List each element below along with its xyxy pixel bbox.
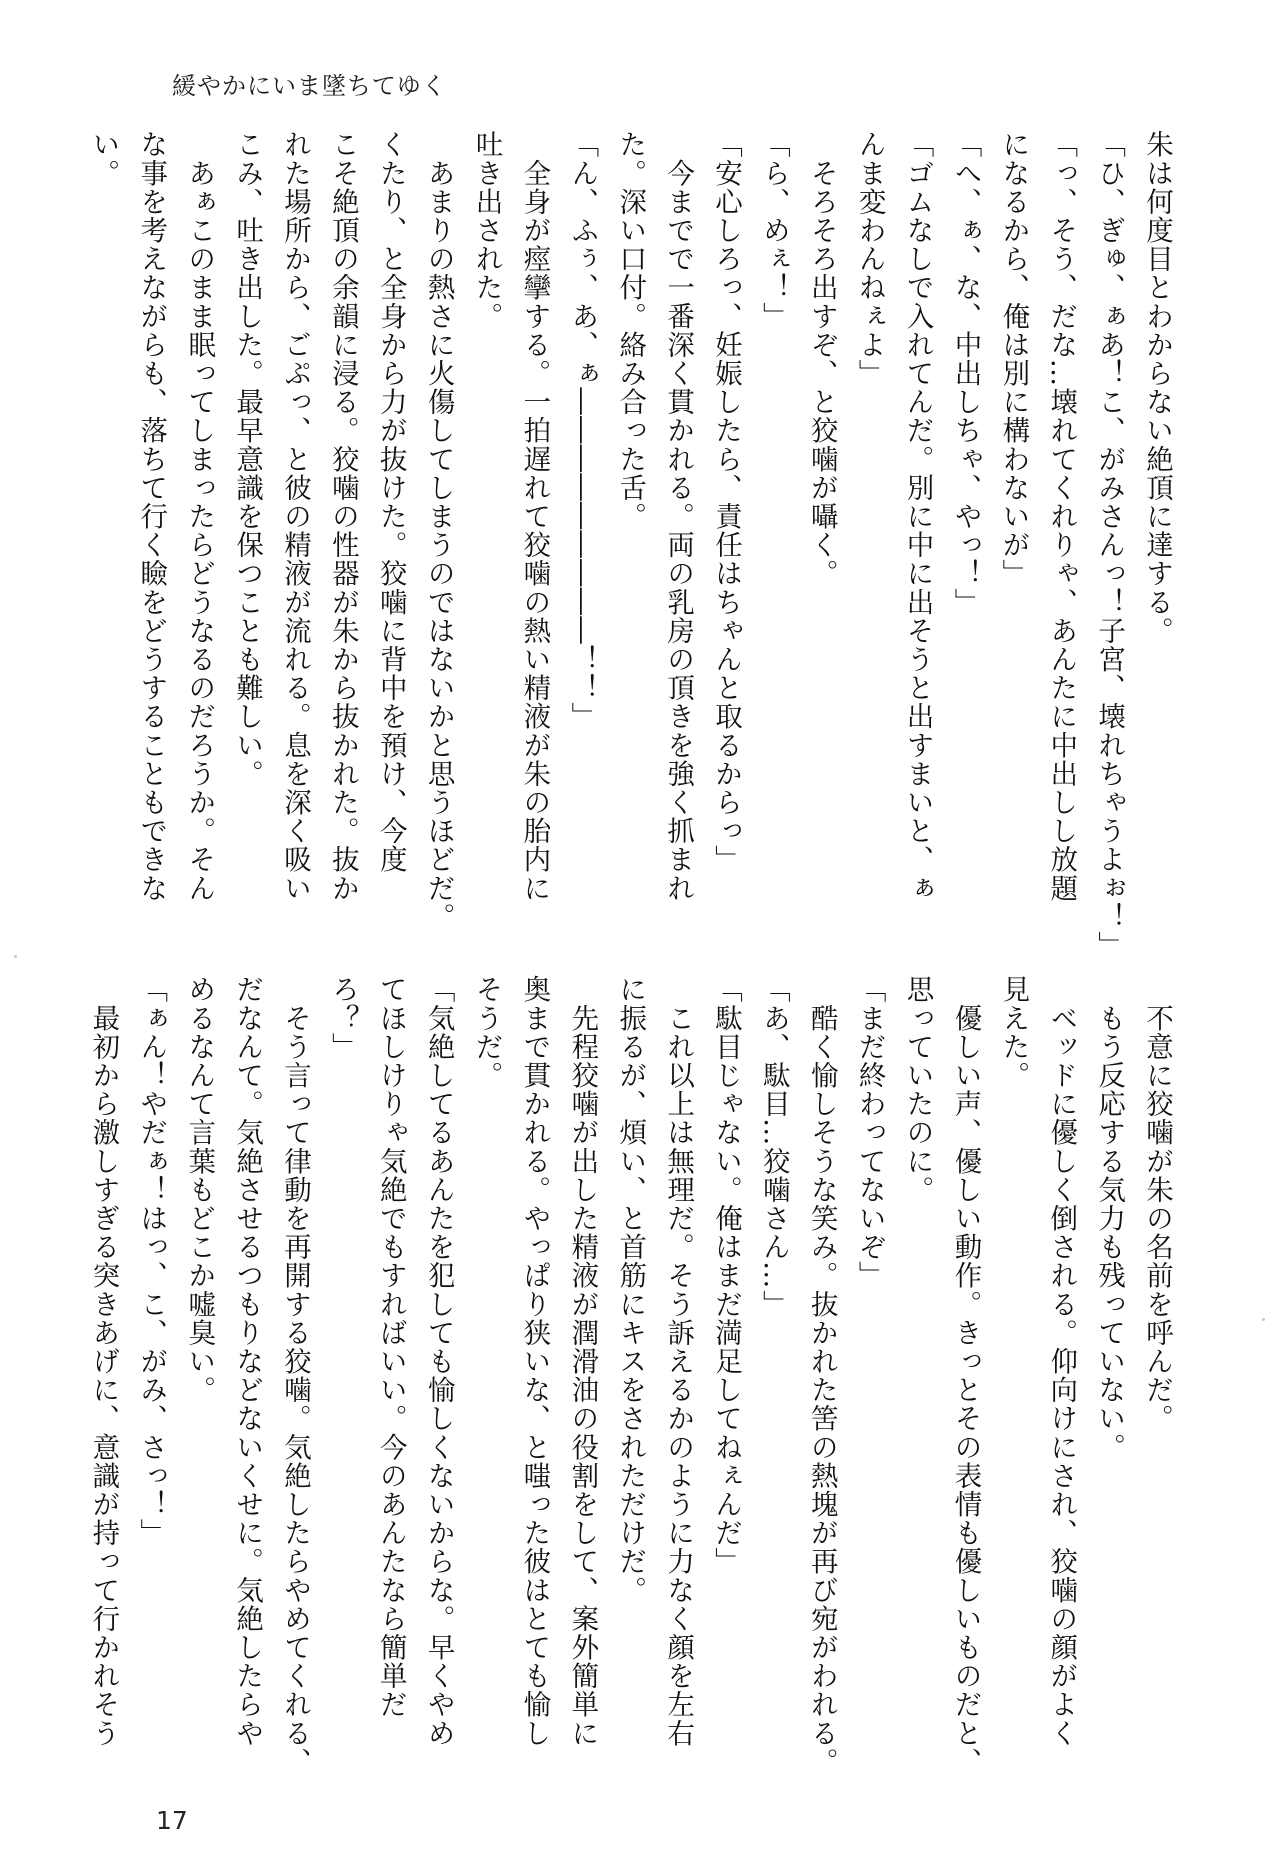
text-line: 優しい声、優しい動作。きっとその表情も優しいものだと、 <box>949 975 982 1776</box>
running-head: 緩やかにいま墜ちてゆく <box>172 72 447 100</box>
text-line: な事を考えながらも、落ちて行く瞼をどうすることもできな <box>135 130 168 903</box>
text-line: だなんて。気絶させるつもりなどないくせに。気絶したらや <box>231 975 264 1748</box>
text-line: 「ひ、ぎゅ、ぁあ！こ、がみさんっ！子宮、壊れちゃうよぉ！」 <box>1093 130 1126 960</box>
text-line: 「ゴムなしで入れてんだ。別に中に出そうと出すまいと、ぁ <box>901 130 934 903</box>
upper-text-block <box>87 130 1175 960</box>
text-line: 「っ、そう、だな…壊れてくれりゃ、あんたに中出しし放題 <box>1045 130 1078 903</box>
text-line: 「あ、駄目…狡噛さん…」 <box>757 975 790 1319</box>
text-line: めるなんて言葉もどこか嘘臭い。 <box>183 975 216 1404</box>
text-line: 「ん、ふぅ、あ、ぁ―――――――――！！」 <box>566 130 599 731</box>
text-line: ろ？」 <box>326 975 359 1061</box>
text-line: こそ絶頂の余韻に浸る。狡噛の性器が朱から抜かれた。抜か <box>326 130 359 903</box>
text-line: 全身が痙攣する。一拍遅れて狡噛の熱い精液が朱の胎内に <box>518 130 551 903</box>
page-number: 17 <box>156 1806 188 1835</box>
text-line: 「へ、ぁ、な、中出しちゃ、やっ！」 <box>949 130 982 617</box>
text-line: 「駄目じゃない。俺はまだ満足してねぇんだ」 <box>709 975 742 1576</box>
text-line: てほしけりゃ気絶でもすればいい。今のあんたなら簡単だ <box>374 975 407 1719</box>
lower-text-block <box>87 975 1175 1776</box>
text-line: 「安心しろっ、妊娠したら、責任はちゃんと取るからっ」 <box>709 130 742 874</box>
text-line: れた場所から、ごぷっ、と彼の精液が流れる。息を深く吸い <box>278 130 311 903</box>
text-line: これ以上は無理だ。そう訴えるかのように力なく顔を左右 <box>662 975 695 1748</box>
text-line: 「ら、めぇ！」 <box>757 130 790 331</box>
text-line: 「ぁん！やだぁ！はっ、こ、がみ、さっ！」 <box>135 975 168 1547</box>
text-line: 「気絶してるあんたを犯しても愉しくないからな。早くやめ <box>422 975 455 1748</box>
text-line: こみ、吐き出した。最早意識を保つことも難しい。 <box>231 130 264 788</box>
text-line: 朱は何度目とわからない絶頂に達する。 <box>1141 130 1173 645</box>
text-line: そう言って律動を再開する狡噛。気絶したらやめてくれる、 <box>278 975 311 1776</box>
text-line: 不意に狡噛が朱の名前を呼んだ。 <box>1141 975 1173 1433</box>
text-line: 最初から激しすぎる突きあげに、意識が持って行かれそう <box>87 975 120 1748</box>
text-line: ベッドに優しく倒される。仰向けにされ、狡噛の顔がよく <box>1045 975 1078 1748</box>
text-line: 奥まで貫かれる。やっぱり狭いな、と嗤った彼はとても愉し <box>518 975 551 1748</box>
text-line: になるから、俺は別に構わないが」 <box>997 130 1030 588</box>
text-line: 思っていたのに。 <box>901 975 934 1204</box>
text-line: い。 <box>87 130 120 188</box>
text-line: もう反応する気力も残っていない。 <box>1093 975 1126 1462</box>
text-line: に振るが、煩い、と首筋にキスをされただけだ。 <box>614 975 647 1605</box>
text-line: 吐き出された。 <box>470 130 503 331</box>
text-line: 酷く愉しそうな笑み。抜かれた筈の熱塊が再び宛がわれる。 <box>805 975 838 1776</box>
text-line: あぁこのまま眠ってしまったらどうなるのだろうか。そん <box>183 130 216 903</box>
text-line: 先程狡噛が出した精液が潤滑油の役割をして、案外簡単に <box>566 975 599 1748</box>
text-line: あまりの熱さに火傷してしまうのではないかと思うほどだ。 <box>422 130 455 931</box>
text-line: くたり、と全身から力が抜けた。狡噛に背中を預け、今度 <box>374 130 407 874</box>
scan-speck <box>1262 1318 1265 1321</box>
text-line: そろそろ出すぞ、と狡噛が囁く。 <box>805 130 838 588</box>
scan-speck <box>14 955 17 958</box>
text-line: 今までで一番深く貫かれる。両の乳房の頂きを強く抓まれ <box>662 130 695 903</box>
text-line: んま変わんねぇよ」 <box>853 130 886 388</box>
text-line: そうだ。 <box>470 975 503 1090</box>
text-line: 「まだ終わってないぞ」 <box>853 975 886 1290</box>
text-line: 見えた。 <box>997 975 1030 1090</box>
text-line: た。深い口付。絡み合った舌。 <box>614 130 647 531</box>
